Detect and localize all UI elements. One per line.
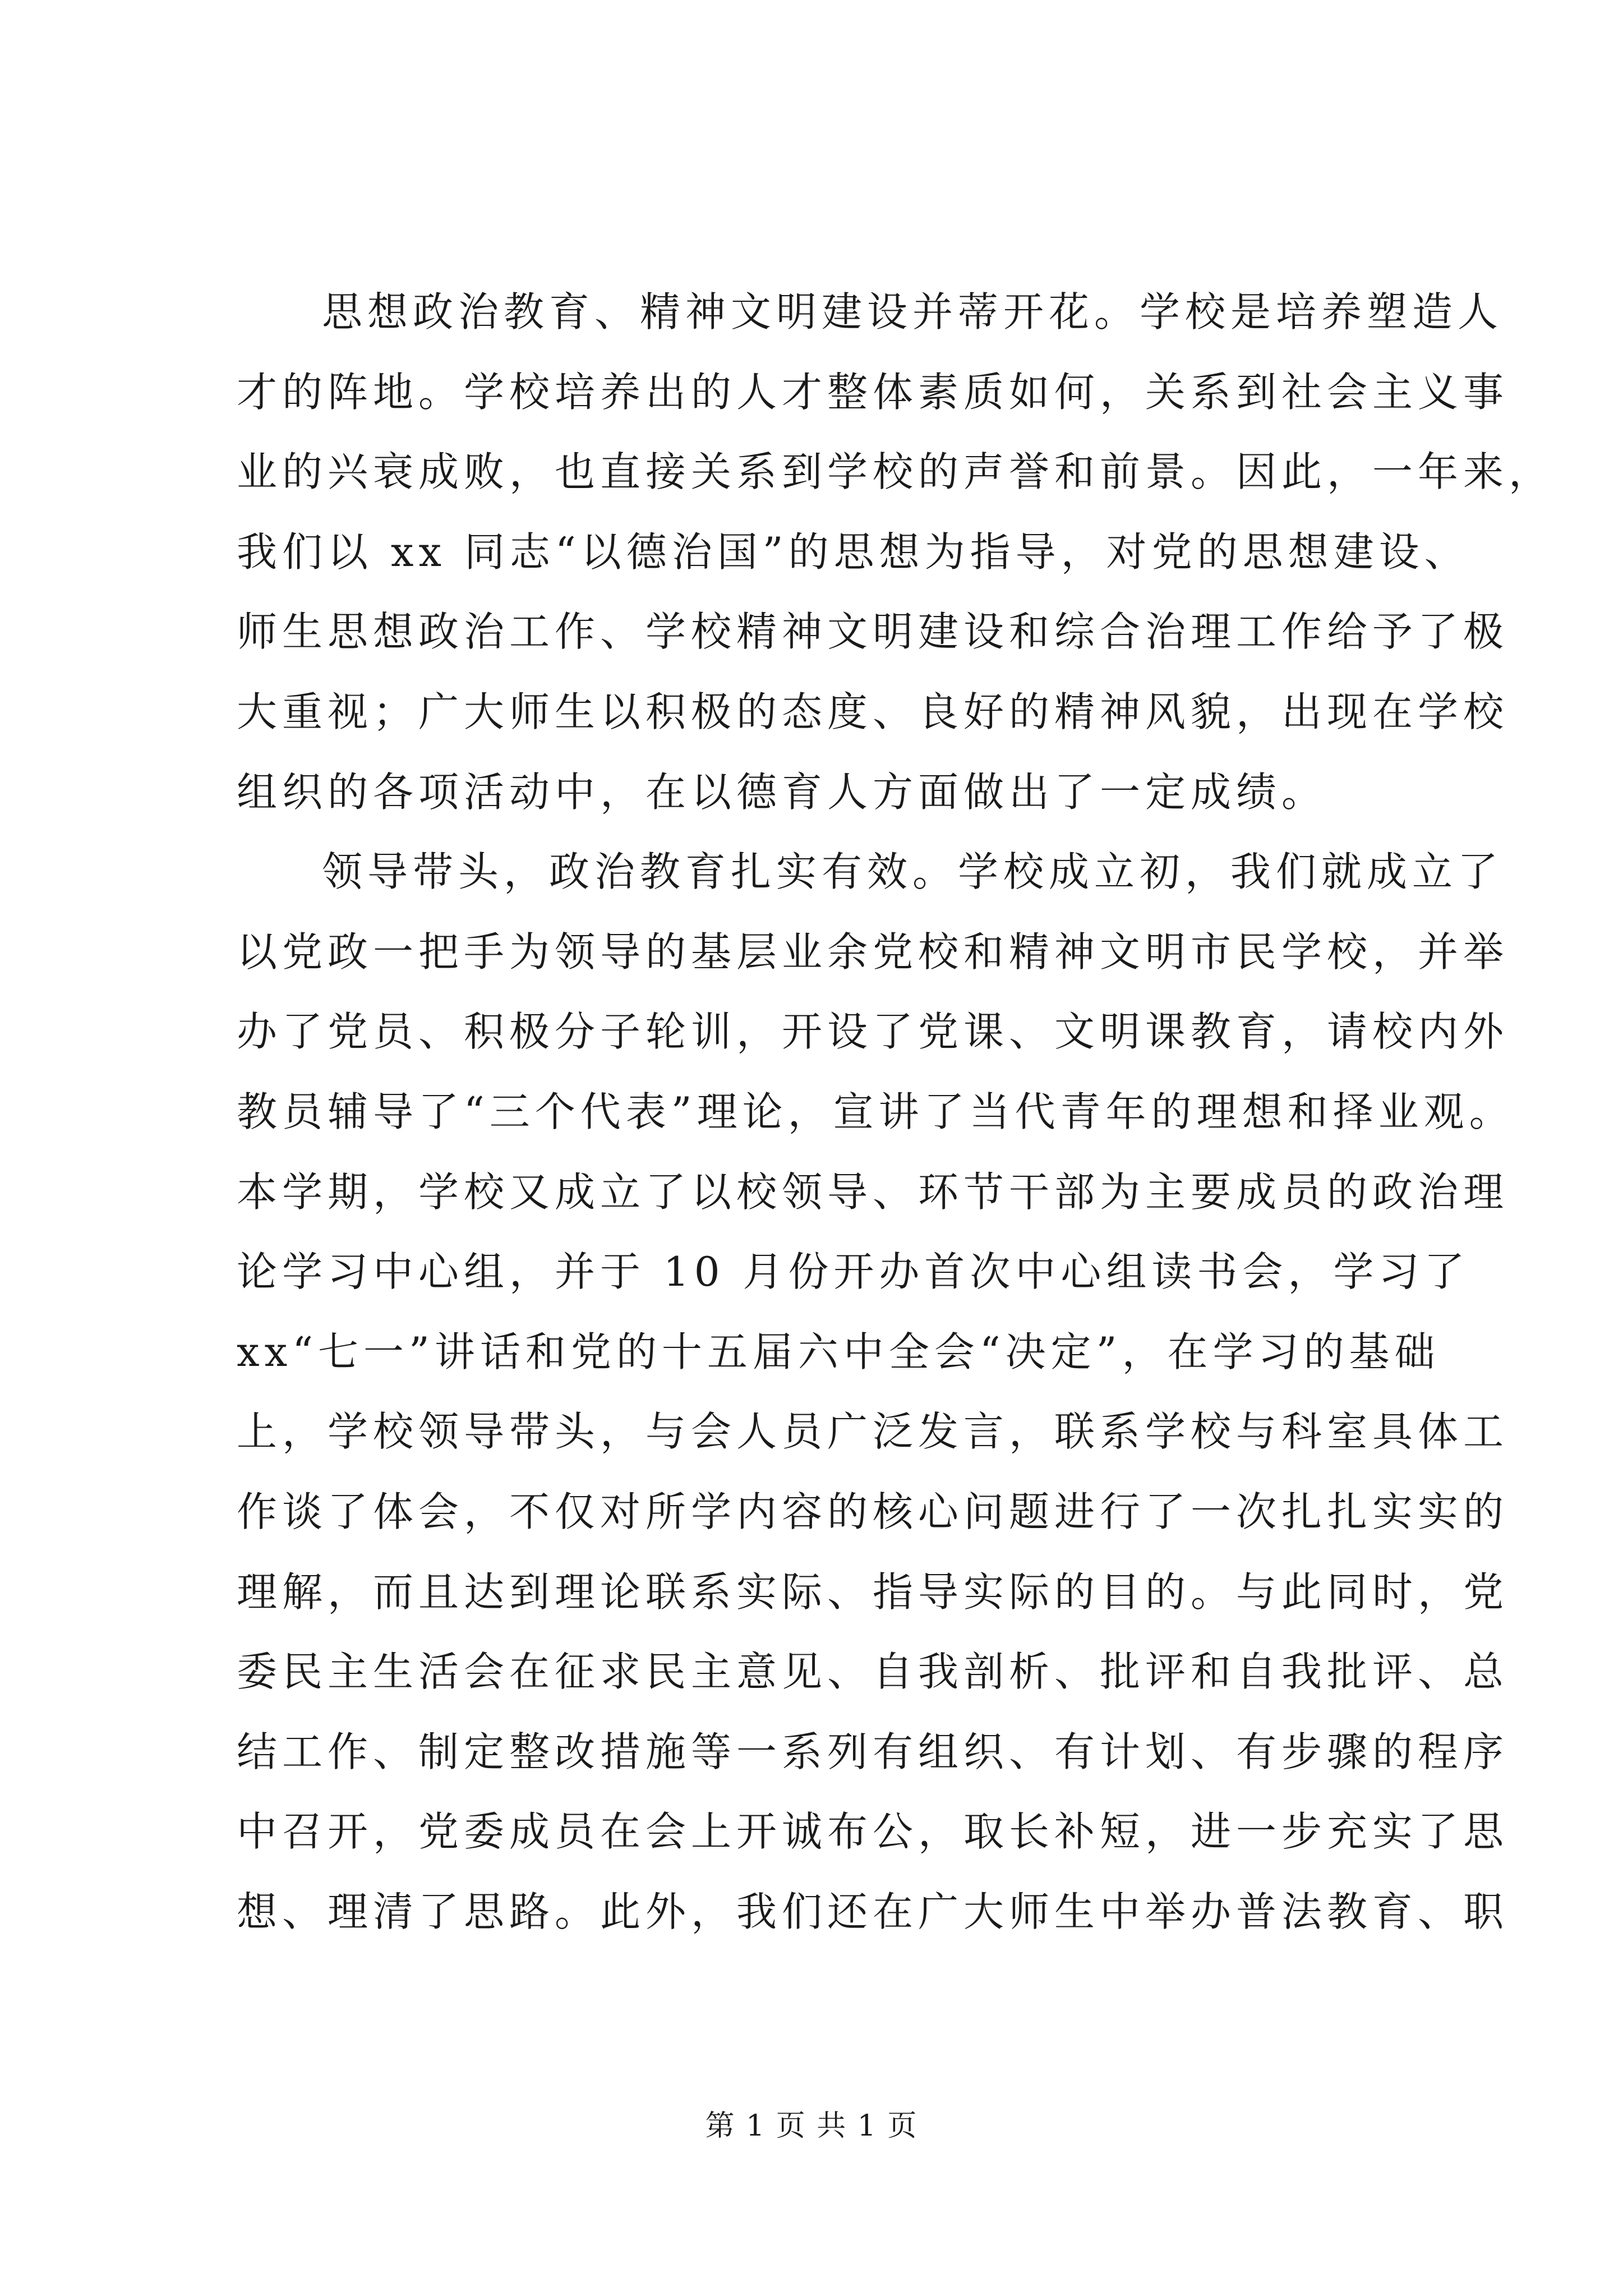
- paragraph-2-line-1: 领导带头，政治教育扎实有效。学校成立初，我们就成立了: [322, 848, 1504, 896]
- paragraph-1-line-2: 才的阵地。学校培养出的人才整体素质如何，关系到社会主义事: [237, 368, 1509, 416]
- paragraph-2-line-3: 办了党员、积极分子轮训，开设了党课、文明课教育，请校内外: [237, 1008, 1509, 1056]
- paragraph-2-line-5: 本学期，学校又成立了以校领导、环节干部为主要成员的政治理: [237, 1168, 1509, 1216]
- paragraph-2-line-8: 上，学校领导带头，与会人员广泛发言，联系学校与科室具体工: [237, 1408, 1509, 1456]
- paragraph-2-line-4: 教员辅导了“三个代表”理论，宣讲了当代青年的理想和择业观。: [237, 1088, 1515, 1135]
- paragraph-2-line-12: 结工作、制定整改措施等一系列有组织、有计划、有步骤的程序: [237, 1728, 1509, 1775]
- paragraph-1-line-1: 思想政治教育、精神文明建设并蒂开花。学校是培养塑造人: [322, 288, 1504, 335]
- paragraph-1-line-3: 业的兴衰成败，也直接关系到学校的声誉和前景。因此，一年来，: [237, 448, 1555, 496]
- paragraph-1-line-4: 我们以 xx 同志“以德治国”的思想为指导，对党的思想建设、: [237, 528, 1470, 576]
- paragraph-2-line-9: 作谈了体会，不仅对所学内容的核心问题进行了一次扎扎实实的: [237, 1488, 1509, 1535]
- paragraph-2-line-14: 想、理清了思路。此外，我们还在广大师生中举办普法教育、职: [237, 1888, 1509, 1935]
- paragraph-2-line-2: 以党政一把手为领导的基层业余党校和精神文明市民学校，并举: [237, 928, 1509, 976]
- paragraph-2-line-10: 理解，而且达到理论联系实际、指导实际的目的。与此同时，党: [237, 1568, 1509, 1616]
- paragraph-1-line-5: 师生思想政治工作、学校精神文明建设和综合治理工作给予了极: [237, 608, 1509, 656]
- paragraph-2-line-11: 委民主生活会在征求民主意见、自我剖析、批评和自我批评、总: [237, 1648, 1509, 1696]
- document-body: [237, 288, 1555, 1971]
- paragraph-2-line-6: 论学习中心组，并于 10 月份开办首次中心组读书会，学习了: [237, 1248, 1470, 1296]
- page-footer: 第 1 页 共 1 页: [705, 2109, 918, 2143]
- paragraph-2-line-13: 中召开，党委成员在会上开诚布公，取长补短，进一步充实了思: [237, 1808, 1509, 1856]
- paragraph-1-line-6: 大重视；广大师生以积极的态度、良好的精神风貌，出现在学校: [237, 688, 1509, 735]
- paragraph-1-line-7: 组织的各项活动中，在以德育人方面做出了一定成绩。: [237, 768, 1327, 816]
- paragraph-2-line-7: xx“七一”讲话和党的十五届六中全会“决定”，在学习的基础: [237, 1328, 1440, 1375]
